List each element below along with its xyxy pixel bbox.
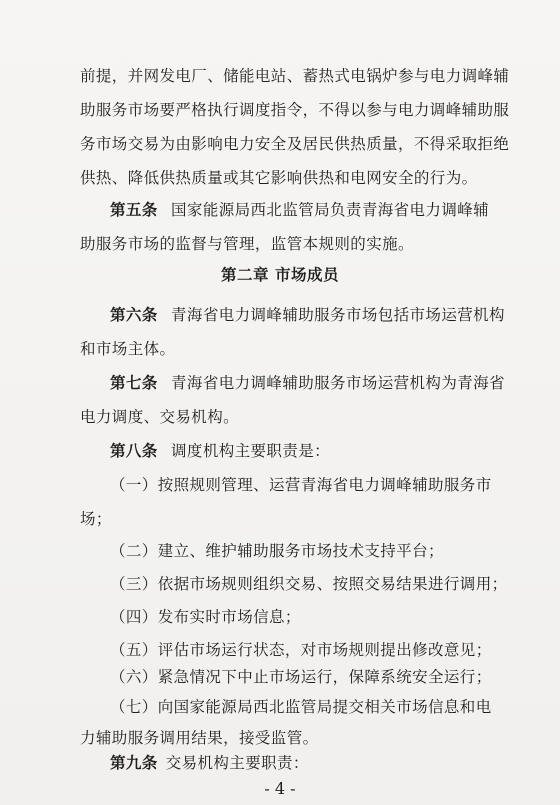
list-item: （二）建立、维护辅助服务市场技术支持平台； — [110, 542, 444, 560]
list-item: （一）按照规则管理、运营青海省电力调峰辅助服务市 — [110, 476, 492, 494]
article-text: 调度机构主要职责是： — [171, 442, 331, 460]
list-item: （三）依据市场规则组织交易、按照交易结果进行调用； — [110, 575, 508, 593]
list-item: 场； — [80, 510, 112, 528]
article-6 — [110, 305, 505, 325]
article-label: 第五条 — [110, 200, 158, 219]
article-label: 第七条 — [110, 373, 158, 392]
text-line: 和市场主体。 — [80, 340, 176, 358]
article-text: 国家能源局西北监管局负责青海省电力调峰辅 — [171, 201, 490, 219]
text-line: 务市场交易为由影响电力安全及居民供热质量，不得采取拒绝 — [80, 135, 510, 153]
article-text: 青海省电力调峰辅助服务市场包括市场运营机构 — [171, 306, 505, 324]
text-line: 供热、降低供热质量或其它影响供热和电网安全的行为。 — [80, 169, 478, 187]
list-item: （七）向国家能源局西北监管局提交相关市场信息和电 — [110, 698, 492, 716]
article-label: 第八条 — [110, 441, 158, 460]
list-item: 力辅助服务调用结果，接受监管。 — [80, 729, 319, 747]
text-line: 前提，并网发电厂、储能电站、蓄热式电锅炉参与电力调峰辅 — [80, 67, 510, 85]
list-item: （四）发布实时市场信息； — [110, 608, 301, 626]
text-line: 电力调度、交易机构。 — [80, 408, 240, 426]
article-8 — [110, 441, 330, 461]
article-5 — [110, 200, 489, 220]
article-text: 交易机构主要职责： — [165, 754, 309, 772]
article-text: 青海省电力调峰辅助服务市场运营机构为青海省 — [171, 374, 505, 392]
list-item: （六）紧急情况下中止市场运行，保障系统安全运行； — [110, 668, 492, 686]
chapter-title: 第二章 市场成员 — [221, 265, 339, 284]
article-7 — [110, 373, 505, 393]
article-9 — [110, 753, 309, 773]
page-number: - 4 - — [264, 779, 296, 798]
article-label: 第六条 — [110, 305, 158, 324]
text-line: 助服务市场要严格执行调度指令，不得以参与电力调峰辅助服 — [80, 101, 510, 119]
list-item: （五）评估市场运行状态，对市场规则提出修改意见； — [110, 641, 492, 659]
text-line: 助服务市场的监督与管理，监管本规则的实施。 — [80, 235, 414, 253]
article-label: 第九条 — [110, 753, 158, 772]
